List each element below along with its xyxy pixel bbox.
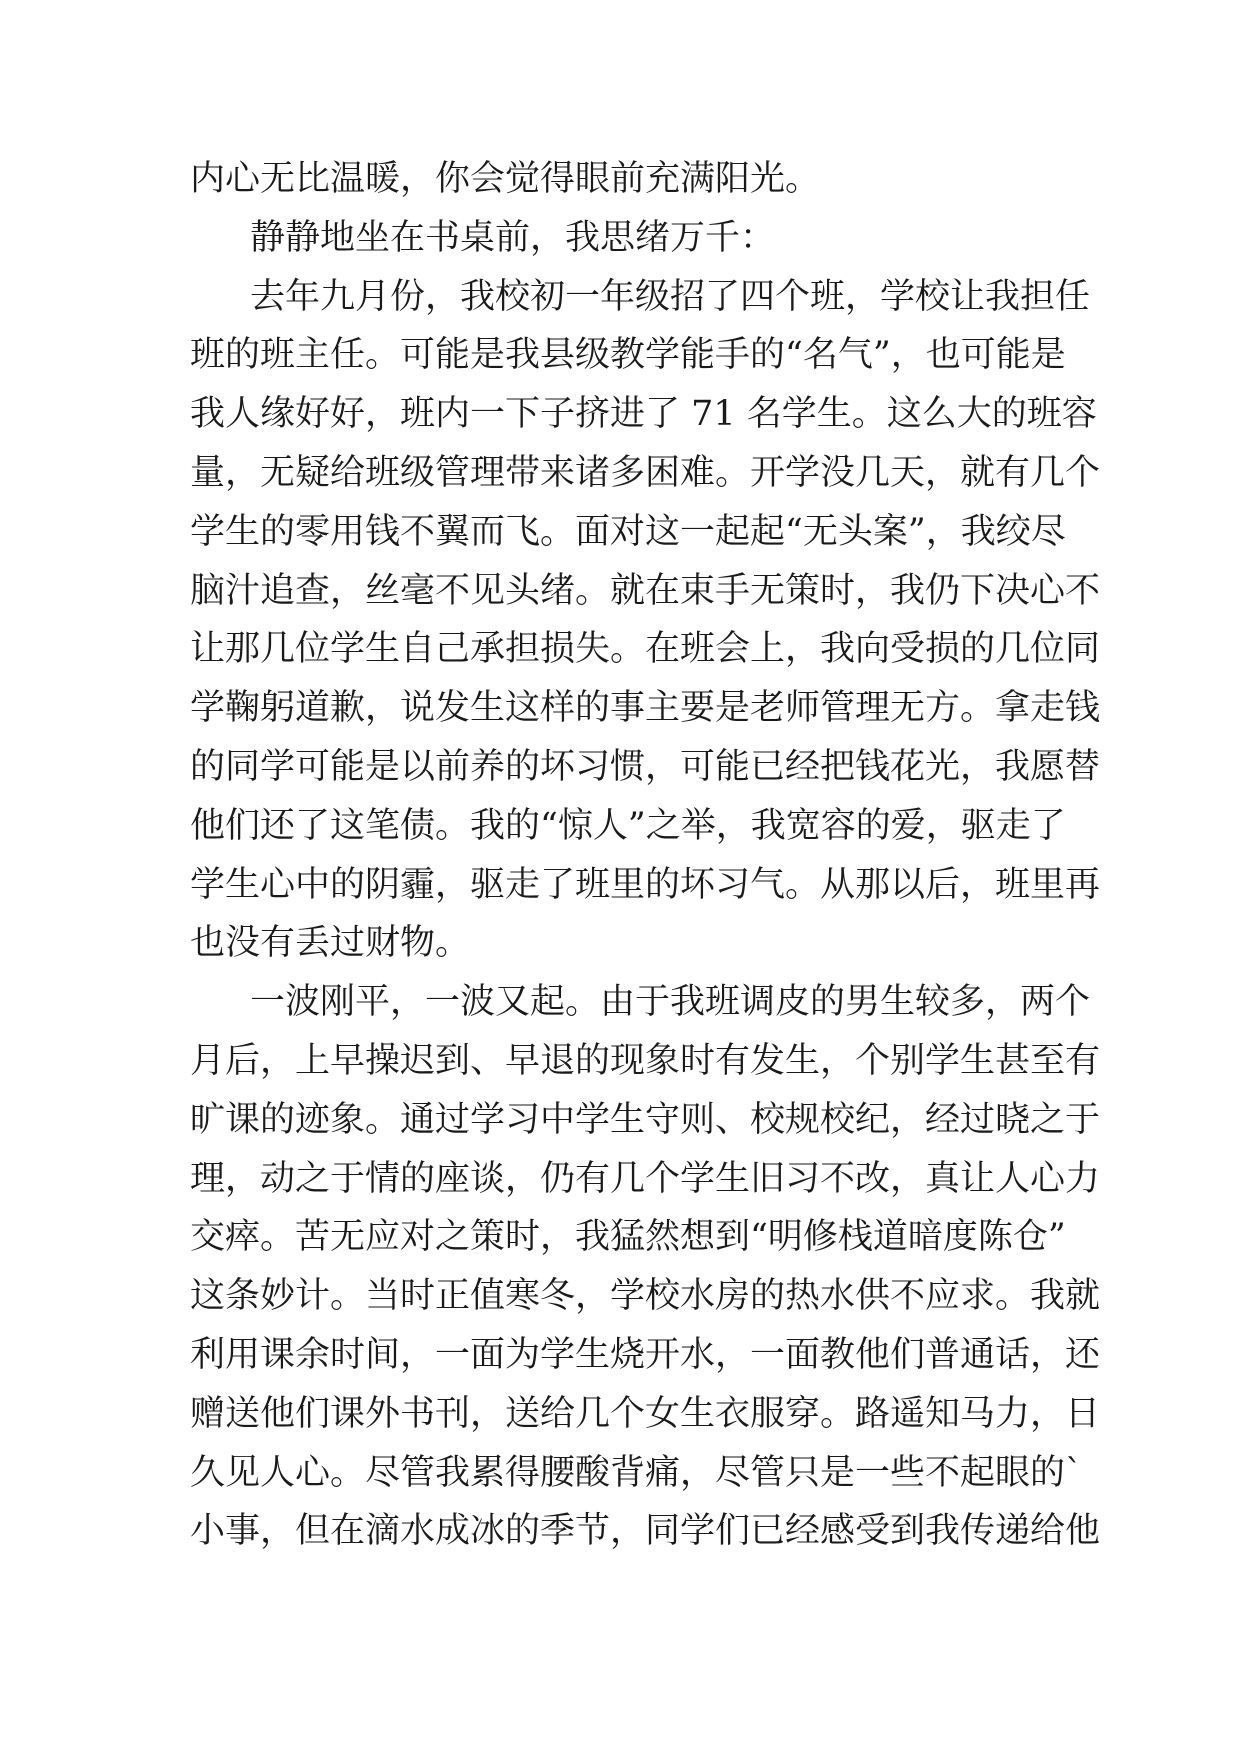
text-line: 静静地坐在书桌前，我思绪万千： — [250, 217, 776, 258]
text-line: 学生心中的阴霾，驱走了班里的坏习气。从那以后，班里再 — [190, 864, 1101, 905]
text-line: 让那几位学生自己承担损失。在班会上，我向受损的几位同 — [190, 629, 1101, 670]
text-line: 久见人心。尽管我累得腰酸背痛，尽管只是一些不起眼的` — [190, 1452, 1083, 1493]
text-line: 利用课余时间，一面为学生烧开水，一面教他们普通话，还 — [190, 1334, 1101, 1375]
text-line: 交瘁。苦无应对之策时，我猛然想到“明修栈道暗度陈仓” — [190, 1217, 1066, 1258]
text-line: 学鞠躬道歉，说发生这样的事主要是老师管理无方。拿走钱 — [190, 688, 1101, 729]
text-line: 去年九月份，我校初一年级招了四个班，学校让我担任 — [250, 276, 1091, 317]
paragraph — [190, 268, 1101, 974]
text-line: 这条妙计。当时正值寒冬，学校水房的热水供不应求。我就 — [190, 1276, 1101, 1317]
paragraph — [190, 973, 1101, 1561]
text-line: 脑汁追查，丝毫不见头绪。就在束手无策时，我仍下决心不 — [190, 570, 1101, 611]
text-line: 内心无比温暖，你会觉得眼前充满阳光。 — [190, 159, 821, 199]
text-line: 旷课的迹象。通过学习中学生守则、校规校纪，经过晓之于 — [190, 1099, 1101, 1140]
text-line: 的同学可能是以前养的坏习惯，可能已经把钱花光，我愿替 — [190, 746, 1101, 787]
paragraph — [190, 150, 1050, 209]
text-line: 月后，上早操迟到、早退的现象时有发生，个别学生甚至有 — [190, 1040, 1101, 1081]
text-line: 一波刚平，一波又起。由于我班调皮的男生较多，两个 — [250, 982, 1091, 1023]
text-line: 理，动之于情的座谈，仍有几个学生旧习不改，真让人心力 — [190, 1158, 1101, 1199]
document-body — [190, 150, 1101, 1561]
paragraph — [190, 209, 1050, 268]
text-line: 小事，但在滴水成冰的季节，同学们已经感受到我传递给他 — [190, 1511, 1101, 1552]
text-line: 也没有丢过财物。 — [190, 923, 471, 964]
text-line: 学生的零用钱不翼而飞。面对这一起起“无头案”，我绞尽 — [190, 511, 1066, 552]
text-line: 班的班主任。可能是我县级教学能手的“名气”，也可能是 — [190, 335, 1066, 376]
text-line: 我人缘好好，班内一下子挤进了 71 名学生。这么大的班容 — [190, 394, 1097, 435]
text-line: 量，无疑给班级管理带来诸多困难。开学没几天，就有几个 — [190, 452, 1101, 493]
text-line: 赠送他们课外书刊，送给几个女生衣服穿。路遥知马力，日 — [190, 1393, 1101, 1434]
text-line: 他们还了这笔债。我的“惊人”之举，我宽容的爱，驱走了 — [190, 805, 1066, 846]
